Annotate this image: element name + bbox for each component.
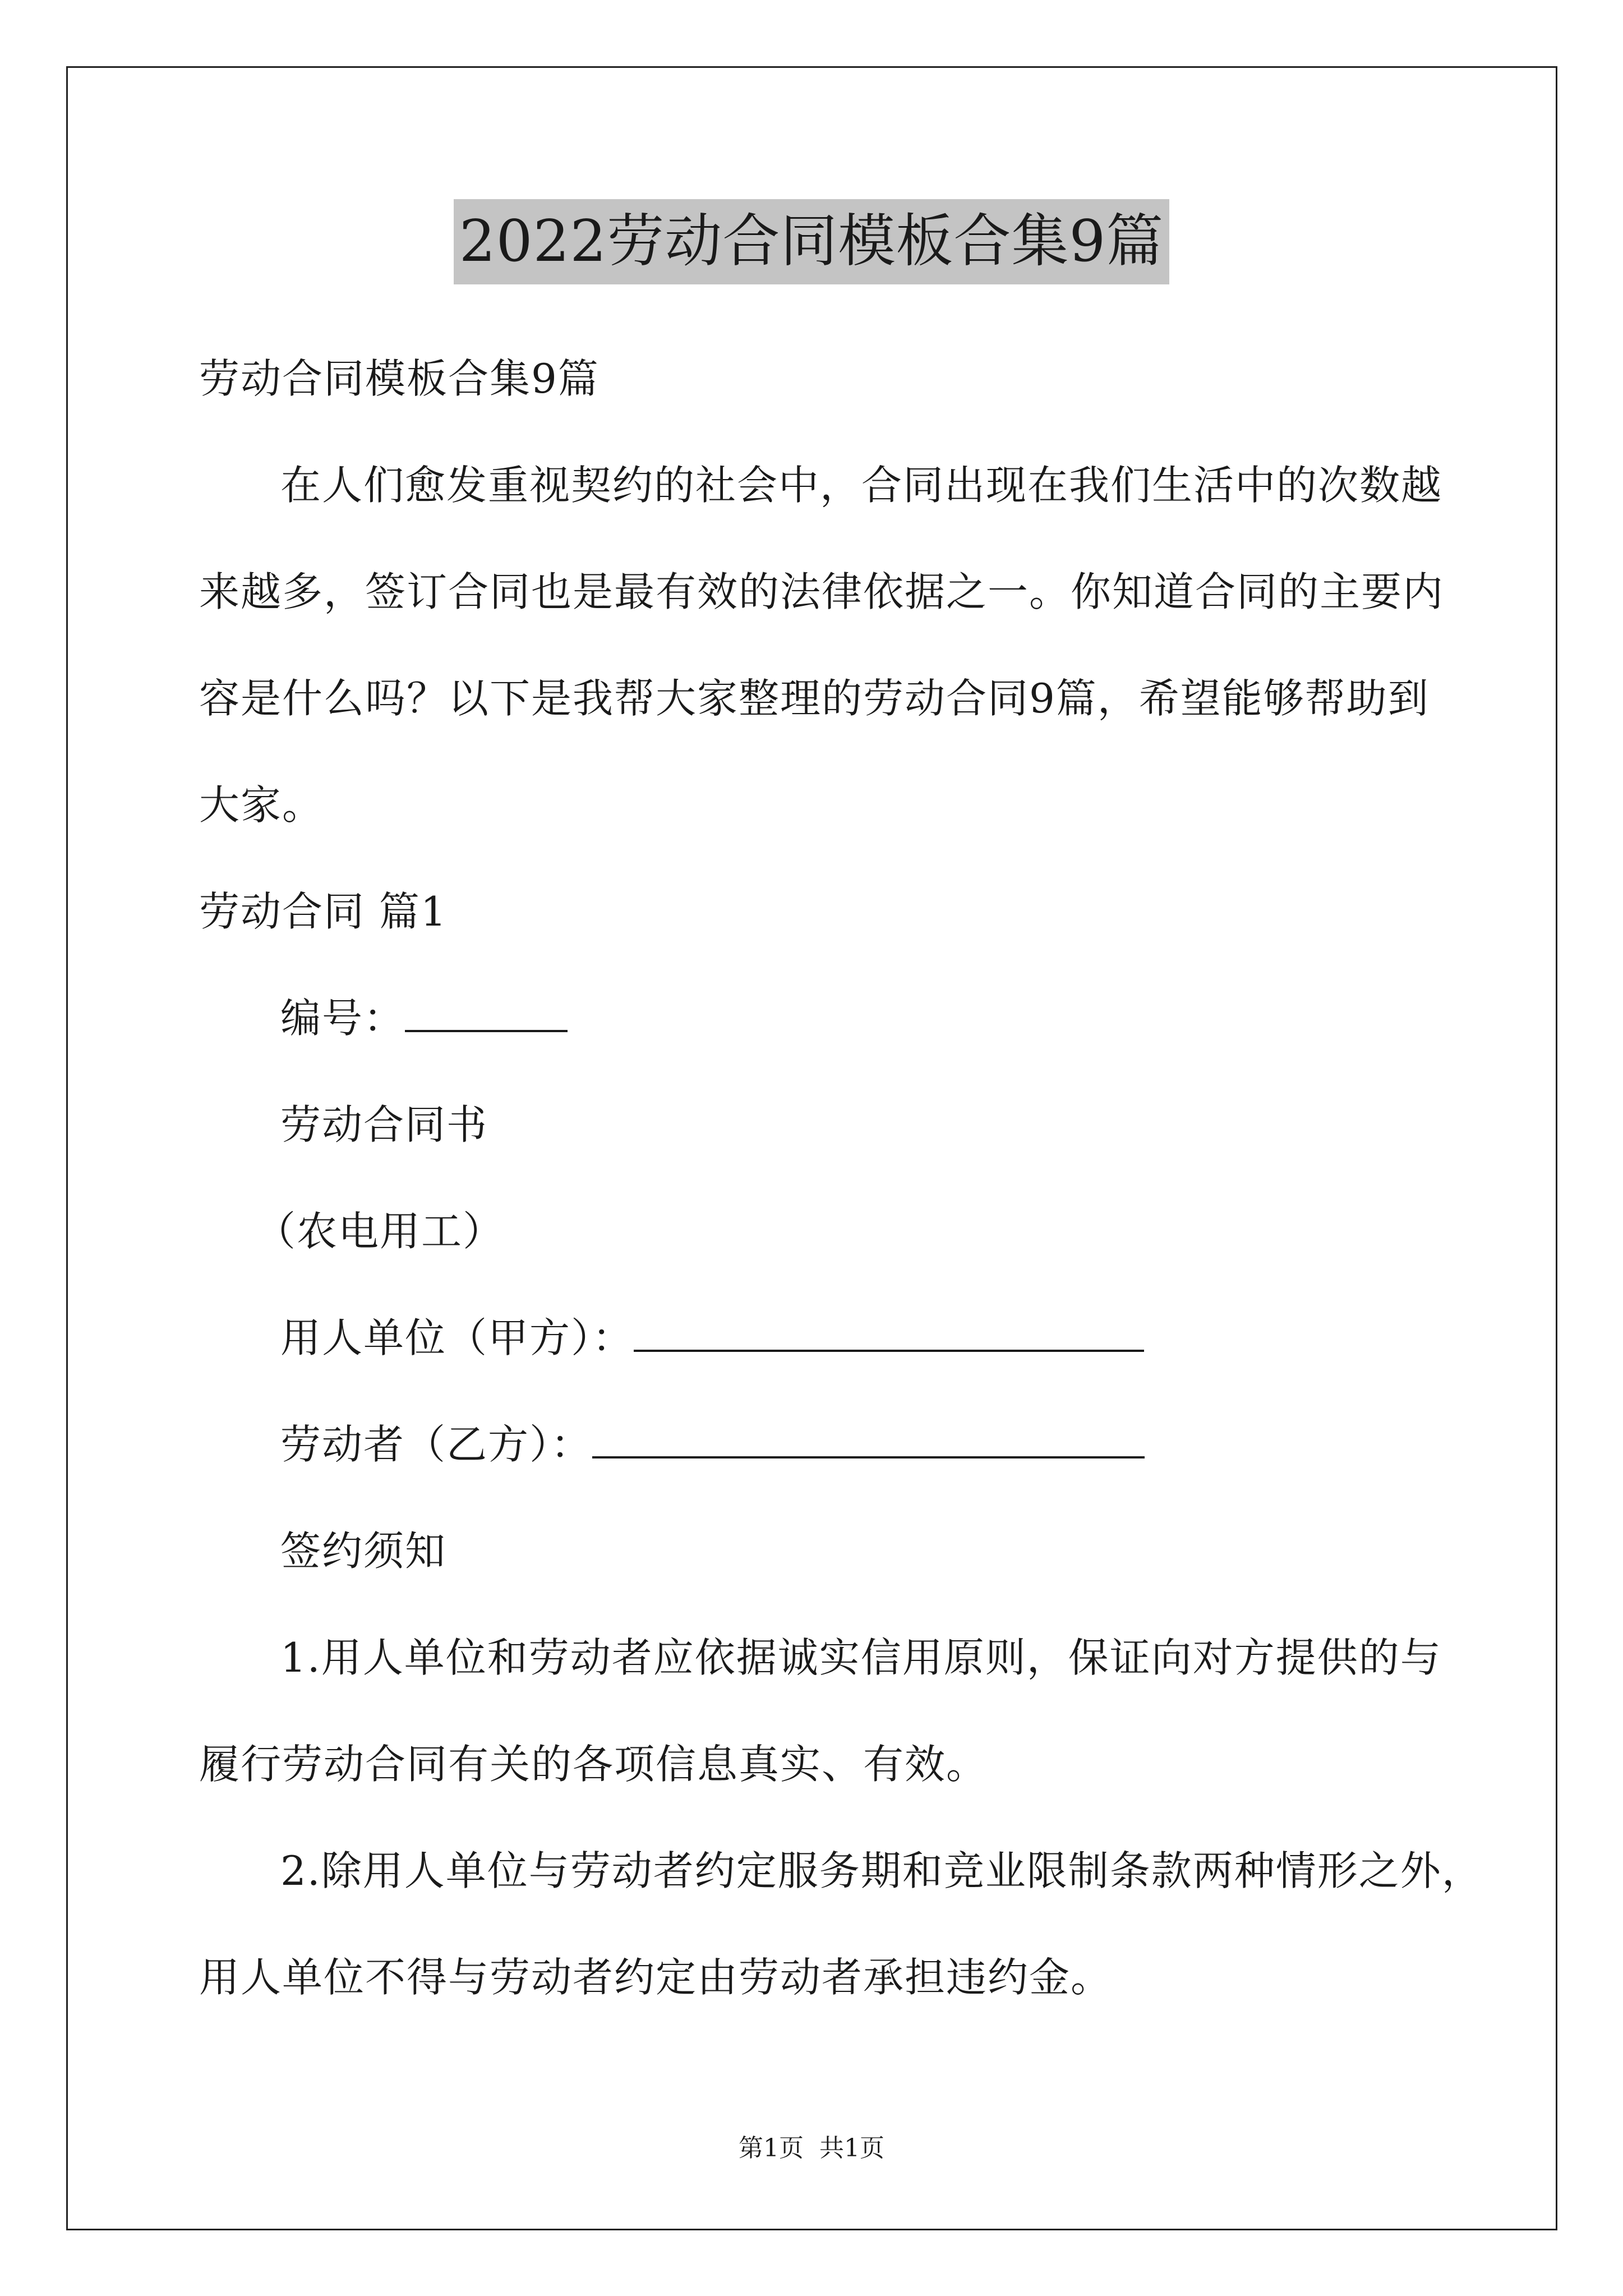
intro-line-1: 在人们愈发重视契约的社会中，合同出现在我们生活中的次数越: [280, 462, 1443, 509]
contract-type: （农电用工）: [255, 1208, 505, 1255]
section-heading: 劳动合同 篇1: [199, 888, 448, 935]
employer-row: [280, 1313, 1144, 1363]
notice-1-line-1: 1.用人单位和劳动者应依据诚实信用原则，保证向对方提供的与: [280, 1634, 1442, 1681]
notice-2-line-2: 用人单位不得与劳动者约定由劳动者承担违约金。: [199, 1954, 1113, 2001]
page-current: 第1页: [739, 2134, 804, 2162]
number-row: [280, 993, 568, 1043]
page-footer: [0, 2132, 1623, 2165]
employee-blank[interactable]: [592, 1423, 1145, 1458]
number-blank[interactable]: [405, 996, 568, 1032]
employer-blank[interactable]: [634, 1316, 1144, 1352]
employee-label: 劳动者（乙方）：: [280, 1421, 593, 1468]
intro-line-3: 容是什么吗？以下是我帮大家整理的劳动合同9篇，希望能够帮助到: [199, 675, 1430, 722]
document-title: 2022劳动合同模板合集9篇: [454, 199, 1169, 284]
employee-row: [280, 1419, 1145, 1470]
title-block: [0, 199, 1623, 284]
notice-2-line-1: 2.除用人单位与劳动者约定服务期和竞业限制条款两种情形之外，: [280, 1847, 1483, 1894]
document-subtitle: 劳动合同模板合集9篇: [199, 355, 600, 402]
intro-line-2: 来越多，签订合同也是最有效的法律依据之一。你知道合同的主要内: [199, 568, 1445, 615]
employer-label: 用人单位（甲方）：: [280, 1314, 634, 1361]
notice-heading: 签约须知: [280, 1527, 447, 1575]
notice-1-line-2: 履行劳动合同有关的各项信息真实、有效。: [199, 1741, 988, 1788]
number-label: 编号：: [280, 995, 405, 1042]
contract-title: 劳动合同书: [280, 1101, 488, 1148]
page-total: 共1页: [819, 2134, 884, 2162]
intro-line-4: 大家。: [199, 781, 324, 829]
